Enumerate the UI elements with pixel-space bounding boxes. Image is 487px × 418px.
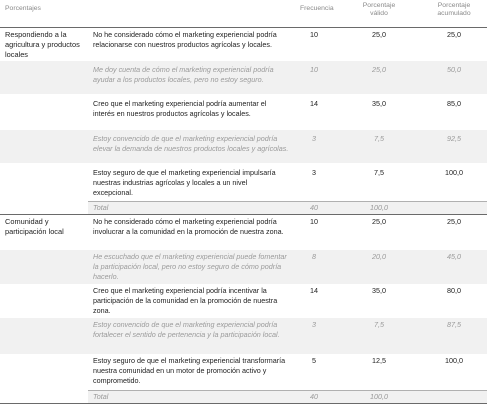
total-row: Total 40 100,0	[88, 391, 487, 403]
header-group: Porcentajes	[5, 5, 41, 12]
table-row: He escuchado que el marketing experiencial puede fomentar la participación local, pero no estoy seguro de cómo podría hacerlo. 8 20,0 45,0	[0, 250, 487, 284]
header-frecuencia: Frecuencia	[300, 5, 334, 12]
table-row: Estoy convencido de que el marketing experiencial podría fortalecer el sentido de pertenencia y la participación local. 3 7,5 87,5	[0, 318, 487, 354]
group-label-comunidad: Comunidad y participación local	[5, 217, 64, 236]
table-row: Estoy convencido de que el marketing experiencial podría elevar la demanda de nuestros productos locales y agrícolas. 3 7,5 92,5	[0, 130, 487, 163]
header-valido: Porcentaje válido	[362, 2, 396, 17]
table-header-row	[0, 0, 487, 16]
table-row: Creo que el marketing experiencial podría incentivar la participación de la comunidad en la promoción de nuestra zona. 14 35,0 80,0	[93, 286, 461, 315]
table-row: No he considerado cómo el marketing experiencial podría relacionarse con nuestros productos agrícolas y locales. 10 25,0 25,0	[93, 30, 461, 49]
header-acumulado: Porcentaje acumulado	[437, 2, 471, 17]
table-row: Estoy seguro de que el marketing experiencial impulsaría nuestras industrias agrícolas y locales a un nivel excepcional. 3 7,5 100,0	[93, 168, 463, 197]
total-row: Total 40 100,0	[88, 202, 487, 214]
table-row: Me doy cuenta de cómo el marketing experiencial podría ayudar a los productos locales, pero no estoy seguro. 10 25,0 50,0	[0, 61, 487, 94]
table-row: Creo que el marketing experiencial podría aumentar el interés en nuestros productos agrícolas y locales. 14 35,0 85,0	[93, 99, 461, 118]
table-row: Estoy seguro de que el marketing experiencial transformaría nuestra comunidad en un motor de promoción activo y comprometido. 5 12,5 100,0	[93, 356, 463, 385]
table-row: No he considerado cómo el marketing experiencial podría involucrar a la comunidad en la promoción de nuestra zona. 10 25,0 25,0	[93, 217, 461, 236]
group-label-agricultura: Respondiendo a la agricultura y productos locales	[5, 30, 80, 59]
